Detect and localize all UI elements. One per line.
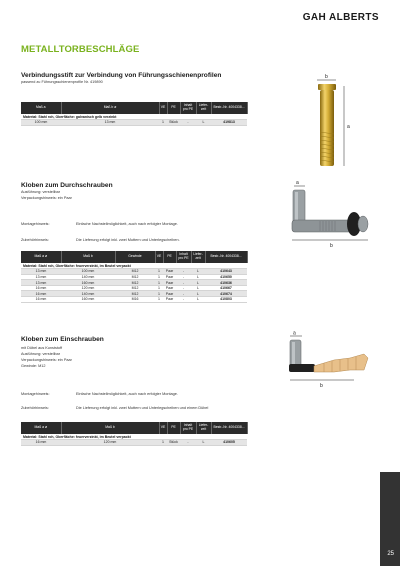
cell: 160 mm (61, 297, 115, 303)
cell: 16 mm (21, 291, 61, 297)
cell: Paar (163, 285, 176, 291)
table-row (21, 297, 247, 303)
material-text: Material: Stahl roh, Oberfläche: galvanisch gelb verzinkt (21, 114, 247, 120)
col-header: PE (167, 102, 180, 114)
cell: M12 (115, 291, 155, 297)
cell: - (176, 274, 191, 280)
cell: Paar (163, 291, 176, 297)
product-2-accessory-label: Zubehörhinweis: (21, 238, 49, 242)
product-3-mount-label: Montagehinweis: (21, 392, 50, 396)
cell: - (176, 285, 191, 291)
cell: M12 (115, 285, 155, 291)
plastic-dowel (314, 354, 368, 372)
cell: Paar (163, 297, 176, 303)
col-header: Maß b (61, 422, 159, 434)
cell: Paar (163, 280, 176, 286)
material-text: Material: Stahl roh, Oberfläche: feuerverzinkt, im Beutel verpackt (21, 263, 247, 269)
table-header-row (21, 422, 247, 434)
cell: L (191, 297, 205, 303)
cell: - (176, 291, 191, 297)
cell: 16 mm (21, 440, 61, 446)
hinge-bolt (292, 220, 352, 232)
brand-logo: GAH ALBERTS (302, 12, 379, 23)
table-row (21, 120, 247, 126)
cell: 13 mm (61, 120, 159, 126)
article-number: 410674 (205, 291, 247, 297)
cell: 13 mm (21, 280, 61, 286)
cell: - (176, 297, 191, 303)
product-2-info-1: Ausführung: verstellbar (21, 190, 61, 194)
cell: - (180, 120, 196, 126)
col-header: Maß a (21, 102, 61, 114)
product-2-accessory-text: Die Lieferung erfolgt inkl. zwei Muttern und Unterlegscheiben. (76, 238, 180, 242)
col-header: Inhalt pro PE (176, 251, 191, 263)
product-3-info-3: Verpackungshinweis: ein Paar (21, 358, 72, 362)
cell: M12 (115, 280, 155, 286)
section-title: METALLTORBESCHLÄGE (21, 44, 140, 55)
product-2-info-2: Verpackungshinweis: ein Paar (21, 196, 72, 200)
table-row (21, 440, 247, 446)
product-3-accessory-text: Die Lieferung erfolgt inkl. zwei Muttern und Unterlegscheiben und einem Dübel (76, 406, 209, 410)
product-3-info-2: Ausführung: verstellbar (21, 352, 61, 356)
cell: 13 mm (21, 274, 61, 280)
cell: Stück (167, 120, 180, 126)
col-header: Bestr.-Nr. 4004338... (211, 102, 247, 114)
product-3-accessory-label: Zubehörhinweis: (21, 406, 49, 410)
cell: 1 (155, 269, 163, 275)
screw-hinge-image (280, 330, 380, 388)
table-header-row (21, 251, 247, 263)
dim-label-b: b (325, 74, 328, 80)
dim-label-a: a (293, 330, 296, 337)
product-2-table (21, 251, 248, 303)
cell: Paar (163, 274, 176, 280)
product-2-mount-text: Einfache Nachstellmöglichkeit, auch nach erfolgter Montage. (76, 222, 178, 226)
cell: 140 mm (61, 291, 115, 297)
product-2-title: Kloben zum Durchschrauben (21, 182, 113, 189)
col-header: PE (167, 422, 180, 434)
cell: 16 mm (21, 285, 61, 291)
cell: 140 mm (61, 274, 115, 280)
cell: 160 mm (61, 280, 115, 286)
cell: 1 (159, 120, 167, 126)
dim-label-b: b (330, 243, 333, 248)
article-number: 419813 (211, 120, 247, 126)
cell: 1 (159, 440, 167, 446)
col-header: Maß b (61, 251, 115, 263)
page-number: 25 (387, 551, 394, 557)
cell: 120 mm (61, 285, 115, 291)
nut (358, 216, 368, 232)
product-3-title: Kloben zum Einschrauben (21, 336, 104, 343)
col-header: Maß b ø (61, 102, 159, 114)
cell: 1 (155, 291, 163, 297)
article-number: 410803 (205, 297, 247, 303)
dim-label-a: a (296, 180, 299, 186)
table-header-row (21, 102, 247, 114)
dim-label-b: b (320, 383, 323, 388)
col-header: Gewinde (115, 251, 155, 263)
page-tab (380, 472, 400, 566)
col-header: Maß a ø (21, 251, 61, 263)
cell: M16 (115, 297, 155, 303)
cell: L (191, 285, 205, 291)
material-text: Material: Stahl roh, Oberfläche: feuerverzinkt, im Beutel verpackt (21, 434, 247, 440)
product-1-title: Verbindungsstift zur Verbindung von Führungsschienenprofilen (21, 72, 222, 79)
cell: L (191, 280, 205, 286)
cell: 120 mm (61, 440, 159, 446)
hinge-bolt-image (280, 178, 375, 248)
col-header: Bestr.-Nr. 4004338... (211, 422, 247, 434)
product-1-subtitle: passend zu Führungsschienenprofile Nr. 419890 (21, 80, 103, 84)
product-2-mount-label: Montagehinweis: (21, 222, 50, 226)
cell: 1 (155, 274, 163, 280)
col-header: Liefer-zeit (196, 422, 211, 434)
cell: - (176, 269, 191, 275)
article-number: 410605 (211, 440, 247, 446)
article-number: 410667 (205, 285, 247, 291)
article-number: 410650 (205, 274, 247, 280)
cell: 1 (155, 297, 163, 303)
col-header: VE (155, 251, 163, 263)
col-header: VE (159, 422, 167, 434)
cell: 1 (155, 285, 163, 291)
col-header: Inhalt pro PE (180, 422, 196, 434)
col-header: VE (159, 102, 167, 114)
cell: - (180, 440, 196, 446)
col-header: Liefer-zeit (196, 102, 211, 114)
cell: L (196, 120, 211, 126)
dim-label-a: a (347, 124, 350, 130)
col-header: Maß a ø (21, 422, 61, 434)
cell: Stück (167, 440, 180, 446)
product-1-table (21, 102, 248, 126)
cell: L (196, 440, 211, 446)
col-header: Liefer-zeit (191, 251, 205, 263)
product-3-info-1: mit Dübel aus Kunststoff (21, 346, 63, 350)
cell: L (191, 274, 205, 280)
cell: - (176, 280, 191, 286)
cell: M12 (115, 269, 155, 275)
pin-image (300, 70, 370, 170)
cell: M12 (115, 274, 155, 280)
washer (289, 364, 315, 372)
product-3-mount-text: Einfache Nachstellmöglichkeit, auch nach erfolgter Montage. (76, 392, 178, 396)
cell: L (191, 291, 205, 297)
cell: 16 mm (21, 297, 61, 303)
cell: Paar (163, 269, 176, 275)
cell: 13 mm (21, 269, 61, 275)
pin-head (318, 84, 336, 90)
col-header: PE (163, 251, 176, 263)
col-header: Inhalt pro PE (180, 102, 196, 114)
product-3-info-4: Gewinde: M12 (21, 364, 46, 368)
product-3-table (21, 422, 248, 446)
cell: L (191, 269, 205, 275)
cell: 100 mm (61, 269, 115, 275)
col-header: Bestr.-Nr. 4004338... (205, 251, 247, 263)
article-number: 410636 (205, 280, 247, 286)
cell: 1 (155, 280, 163, 286)
cell: 100 mm (21, 120, 61, 126)
article-number: 410643 (205, 269, 247, 275)
pin-body (320, 90, 334, 166)
